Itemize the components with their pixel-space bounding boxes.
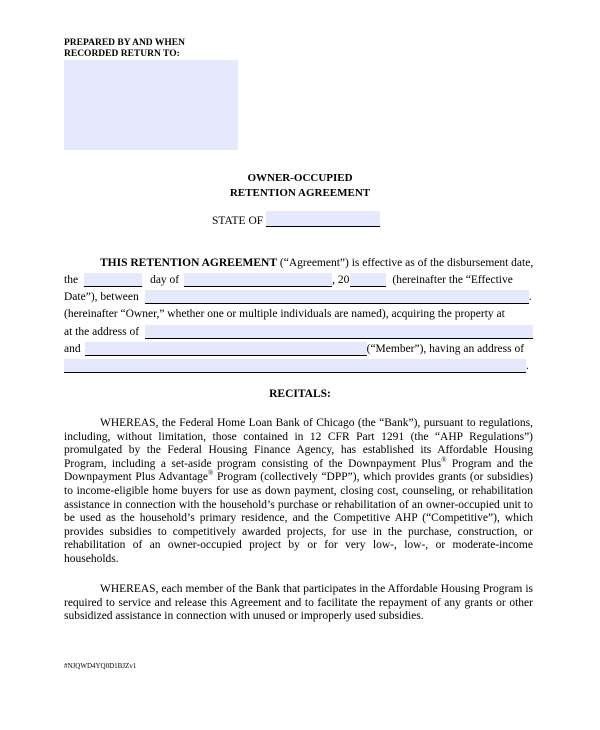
recital-1-part-a: WHEREAS, the Federal Home Loan Bank of Chicago (the “Bank”), pursuant to regulations, including, without limitation, those contained in 12 CFR Part 1291 (the “AHP Regulations”) promulgated by the Federal Housing Finance Agency, has established its Affordable Housing Program, including a set-aside program consisting of the Downpayment Plus	[64, 417, 533, 470]
owner-period: .	[528, 291, 532, 303]
prepared-by-label	[64, 38, 185, 60]
agreement-lead-rest: (“Agreement”) is effective as of the disbursement date,	[277, 257, 534, 269]
member-clause: (“Member”), having an address of	[366, 343, 525, 355]
agreement-line-4	[64, 307, 533, 321]
agreement-line-6	[64, 342, 533, 356]
agreement-lead-bold: THIS RETENTION AGREEMENT	[100, 257, 278, 269]
the-label: the	[64, 274, 79, 286]
owner-name-field[interactable]	[145, 290, 529, 304]
member-name-field[interactable]	[85, 342, 367, 356]
recital-1-part-c: Program (collectively “DPP”), which provides grants (or subsidies) to income-eligible home buyers for use as down payment, closing cost, counseling, or rehabilitation assistance in connection with the household’s purchase or rehabilitation of an owner-occupied unit to be used as the household’s primary residence, and the Competitive AHP (“Competitive”), which provides subsidies to competitively awarded projects, for use in the purchase, construction, or rehabilitation of an owner-occupied project by or for very low-, low-, or moderate-income households.	[64, 471, 534, 565]
recital-1-part-b: Program and the Downpayment Plus Advantage	[64, 457, 533, 484]
month-field[interactable]	[184, 273, 332, 287]
hereinafter-effective-label: (hereinafter the “Effective	[392, 274, 513, 286]
and-label: and	[64, 343, 81, 355]
state-line	[212, 211, 380, 227]
member-address-field[interactable]	[64, 359, 526, 373]
recitals-heading: RECITALS:	[269, 388, 331, 400]
owner-clause: (hereinafter “Owner,” whether one or multiple individuals are named), acquiring the property at	[64, 308, 505, 320]
title-line-1: OWNER-OCCUPIED	[247, 172, 353, 184]
agreement-line-5	[64, 325, 533, 339]
date-between-label: Date”), between	[64, 291, 139, 303]
property-address-field[interactable]	[145, 325, 533, 339]
prepared-line-2: RECORDED RETURN TO:	[64, 49, 180, 59]
recital-2-text: WHEREAS, each member of the Bank that participates in the Affordable Housing Program is required to service and release this Agreement and to facilitate the repayment of any grants or other subsidized assistance in connection with unused or improperly used subsidies.	[64, 583, 533, 623]
recital-paragraph-2	[64, 583, 533, 624]
agreement-line-3	[64, 290, 533, 304]
at-address-label: at the address of	[64, 326, 140, 338]
year-prefix: , 20	[332, 274, 350, 286]
member-period: .	[526, 360, 529, 372]
year-field[interactable]	[350, 273, 386, 287]
prepared-line-1: PREPARED BY AND WHEN	[64, 38, 185, 48]
recital-paragraph-1	[64, 417, 533, 567]
agreement-line-7	[64, 359, 533, 373]
state-input[interactable]	[266, 211, 380, 227]
document-title	[0, 171, 600, 201]
recorded-return-to-field[interactable]	[64, 60, 238, 150]
registered-mark-1: ®	[441, 455, 447, 464]
state-label: STATE OF	[212, 215, 264, 227]
agreement-line-1	[100, 256, 533, 270]
registered-mark-2: ®	[208, 469, 214, 478]
title-line-2: RETENTION AGREEMENT	[229, 187, 371, 199]
agreement-line-2	[64, 273, 533, 287]
document-id: #NJQWD4YQ0D1BJZv1	[64, 662, 137, 670]
day-field[interactable]	[84, 273, 142, 287]
day-of-label: day of	[150, 274, 180, 286]
